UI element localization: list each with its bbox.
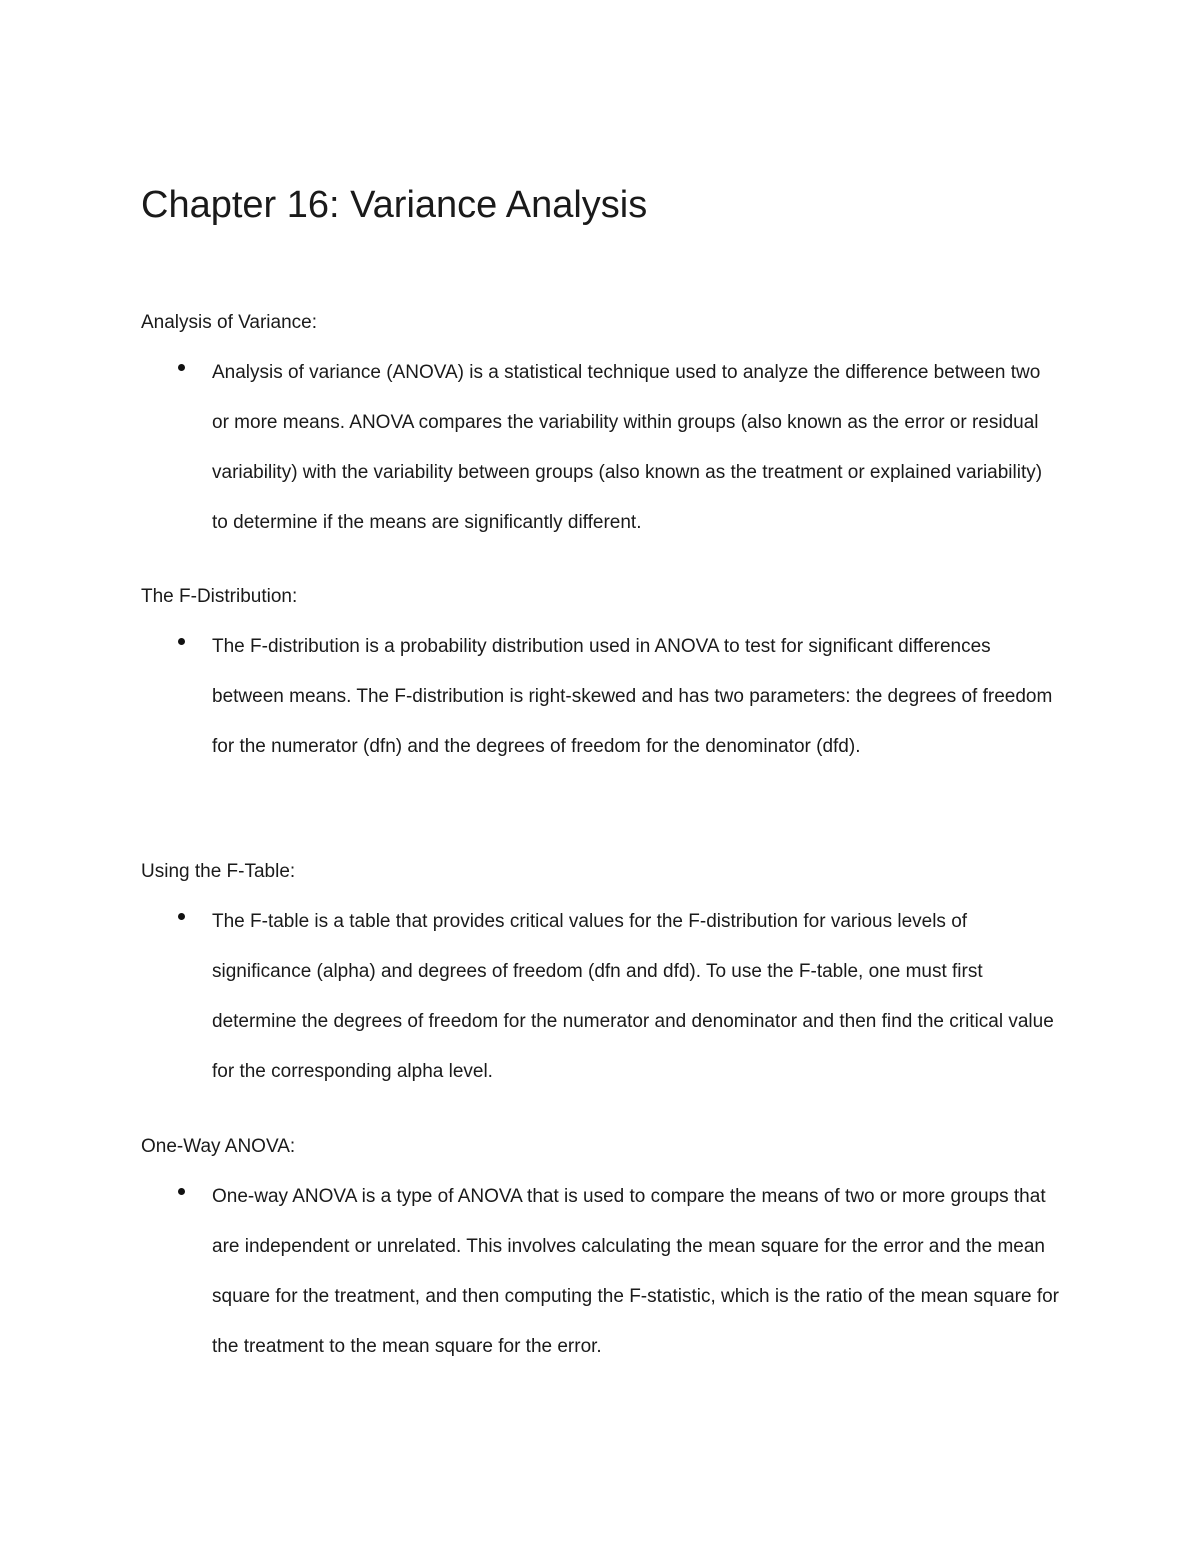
bullet-icon [178, 364, 185, 371]
list-item [141, 897, 1081, 1097]
bullet-icon [178, 638, 185, 645]
bullet-text: One-way ANOVA is a type of ANOVA that is used to compare the means of two or more groups that are independent or unrelated. This involves calculating the mean square for the error and the mean square for the treatment, and then computing the F-statistic, which is the ratio of the mean square for the treatment to the mean square for the error. [212, 1186, 1059, 1357]
bullet-text: Analysis of variance (ANOVA) is a statistical technique used to analyze the difference between two or more means. ANOVA compares the variability within groups (also known as the error or residual variability) with the variability between groups (also known as the treatment or explained variability) to determine if the means are significantly different. [212, 362, 1043, 533]
bullet-list [141, 622, 1081, 772]
bullet-list [141, 897, 1081, 1097]
bullet-icon [178, 913, 185, 920]
bullet-text: The F-distribution is a probability distribution used in ANOVA to test for significant differences between means. The F-distribution is right-skewed and has two parameters: the degrees of freedom for the numerator (dfn) and the degrees of freedom for the denominator (dfd). [212, 636, 1053, 757]
section-using-f-table [141, 857, 1081, 1097]
bullet-text: The F-table is a table that provides critical values for the F-distribution for various levels of significance (alpha) and degrees of freedom (dfn and dfd). To use the F-table, one must first determine the degrees of freedom for the numerator and denominator and then find the critical value for the corresponding alpha level. [212, 911, 1054, 1082]
list-item [141, 622, 1081, 772]
list-item [141, 348, 1081, 548]
page-title: Chapter 16: Variance Analysis [141, 184, 648, 226]
section-f-distribution [141, 582, 1081, 772]
section-heading: One-Way ANOVA: [141, 1136, 296, 1157]
bullet-list [141, 1172, 1081, 1372]
section-heading: Using the F-Table: [141, 861, 296, 882]
section-analysis-of-variance [141, 308, 1081, 548]
section-one-way-anova [141, 1132, 1081, 1372]
bullet-list [141, 348, 1081, 548]
section-heading: Analysis of Variance: [141, 312, 318, 333]
bullet-icon [178, 1188, 185, 1195]
list-item [141, 1172, 1081, 1372]
section-heading: The F-Distribution: [141, 586, 298, 607]
